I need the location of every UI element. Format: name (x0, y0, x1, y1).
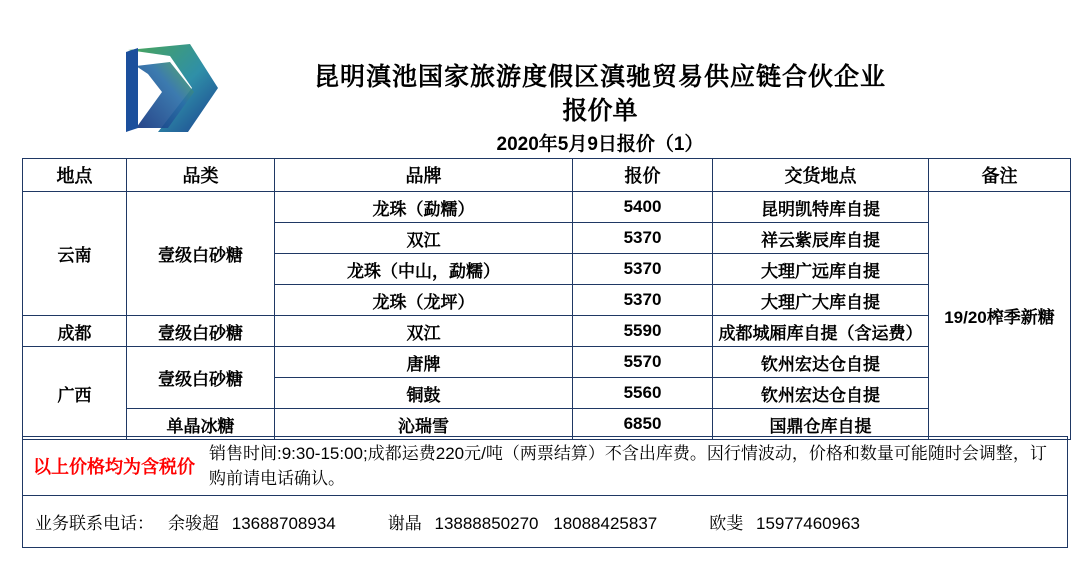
header-brand: 品牌 (275, 159, 573, 192)
contact-phone: 13888850270 (434, 514, 539, 533)
cell-brand: 龙珠（中山，勐糯） (275, 254, 573, 285)
table-row (23, 409, 1071, 440)
cell-place: 成都 (23, 316, 127, 347)
table-row (23, 316, 1071, 347)
contact-name: 谢晶 (387, 514, 422, 533)
page-title: 昆明滇池国家旅游度假区滇驰贸易供应链合伙企业 (313, 63, 886, 91)
cell-price: 6850 (573, 409, 713, 440)
cell-brand: 双江 (275, 223, 573, 254)
cell-delivery: 祥云紫辰库自提 (713, 223, 929, 254)
cell-delivery: 钦州宏达仓自提 (713, 378, 929, 409)
cell-delivery: 成都城厢库自提（含运费） (713, 316, 929, 347)
cell-delivery: 大理广远库自提 (713, 254, 929, 285)
contact-section (22, 496, 1068, 548)
quote-date: 2020年5月9日报价（1） (496, 134, 704, 155)
contact-person (388, 509, 668, 534)
cell-place: 广西 (23, 347, 127, 440)
contact-name: 余骏超 (168, 514, 219, 533)
header-remark: 备注 (929, 159, 1071, 192)
cell-place: 云南 (23, 192, 127, 316)
cell-brand: 双江 (275, 316, 573, 347)
cell-remark: 19/20榨季新糖 (929, 192, 1071, 440)
contact-phone: 15977460963 (755, 514, 860, 533)
cell-delivery: 大理广大库自提 (713, 285, 929, 316)
cell-price: 5370 (573, 285, 713, 316)
cell-delivery: 国鼎仓库自提 (713, 409, 929, 440)
cell-brand: 龙珠（勐糯） (275, 192, 573, 223)
cell-price: 5570 (573, 347, 713, 378)
cell-brand: 沁瑞雪 (275, 409, 573, 440)
table-header-row (23, 159, 1071, 192)
d-shape-logo (118, 36, 228, 140)
cell-delivery: 昆明凯特库自提 (713, 192, 929, 223)
contact-person (709, 509, 870, 534)
page-subtitle: 报价单 (562, 97, 638, 125)
cell-price: 5400 (573, 192, 713, 223)
header-price: 报价 (573, 159, 713, 192)
header-category: 品类 (127, 159, 275, 192)
cell-delivery: 钦州宏达仓自提 (713, 347, 929, 378)
cell-price: 5590 (573, 316, 713, 347)
contact-phone: 18088425837 (553, 514, 658, 533)
header-delivery: 交货地点 (713, 159, 929, 192)
table-row (23, 347, 1071, 378)
contact-person (168, 509, 346, 534)
cell-brand: 铜鼓 (275, 378, 573, 409)
tax-included-notice: 以上价格均为含税价 (33, 457, 195, 477)
cell-brand: 唐牌 (275, 347, 573, 378)
title-block (240, 60, 960, 160)
contact-name: 欧斐 (709, 514, 744, 533)
cell-category: 壹级白砂糖 (127, 192, 275, 316)
cell-price: 5370 (573, 254, 713, 285)
header-place: 地点 (23, 159, 127, 192)
table-row (23, 192, 1071, 223)
notes-text: 销售时间:9:30-15:00;成都运费220元/吨（两票结算）不含出库费。因行情波动，价格和数量可能随时会调整，订购前请电话确认。 (209, 444, 1047, 488)
cell-category: 壹级白砂糖 (127, 347, 275, 409)
cell-brand: 龙珠（龙坪） (275, 285, 573, 316)
quote-table (22, 158, 1071, 440)
contact-phone: 13688708934 (231, 514, 336, 533)
cell-category: 单晶冰糖 (127, 409, 275, 440)
notes-section (22, 436, 1068, 496)
document-header (0, 0, 1092, 155)
cell-price: 5370 (573, 223, 713, 254)
cell-category: 壹级白砂糖 (127, 316, 275, 347)
quote-table-wrap (22, 158, 1070, 440)
cell-price: 5560 (573, 378, 713, 409)
contact-label: 业务联系电话： (35, 514, 154, 533)
